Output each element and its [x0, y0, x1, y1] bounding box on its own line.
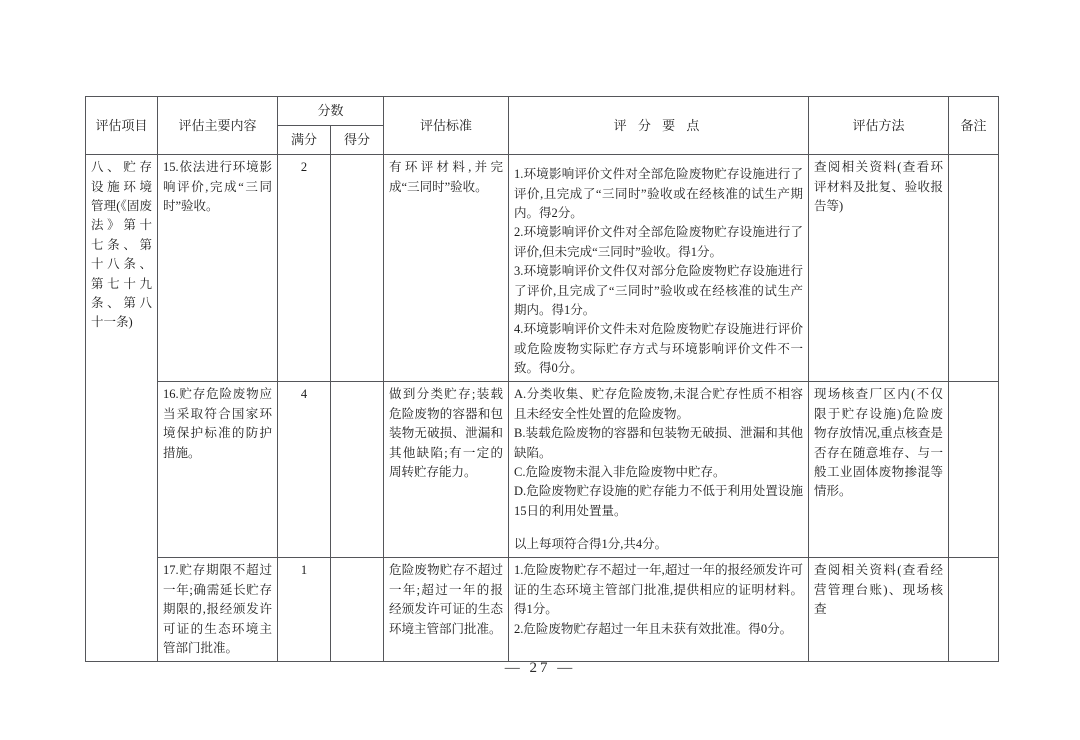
- scoring-point: 3.环境影响评价文件仅对部分危险废物贮存设施进行了评价,且完成了“三同时”验收或在经核准的试生产期内。得1分。: [514, 264, 804, 317]
- page-number: — 27 —: [504, 660, 576, 676]
- table-row: [86, 382, 999, 558]
- header-score-group: 分数: [278, 97, 384, 126]
- header-eval-content: 评估主要内容: [158, 97, 278, 155]
- scoring-points-cell-17: [509, 558, 809, 662]
- scoring-point: A.分类收集、贮存危险废物,未混合贮存性质不相容且未经安全性处置的危险废物。: [514, 387, 804, 421]
- scoring-point: D.危险废物贮存设施的贮存能力不低于利用处置设施15日的利用处置量。: [514, 484, 804, 518]
- header-eval-method: 评估方法: [809, 97, 949, 155]
- scoring-point: 1.危险废物贮存不超过一年,超过一年的报经颁发许可证的生态环境主管部门批准,提供相应的证明材料。得1分。: [514, 563, 804, 617]
- score-got-cell-15[interactable]: [331, 155, 384, 382]
- eval-method-cell-16: 现场核查厂区内(不仅限于贮存设施)危险废物存放情况,重点核查是否存在随意堆存、与一般工业固体废物掺混等情形。: [809, 382, 949, 558]
- eval-standard-cell-15: 有环评材料,并完成“三同时”验收。: [384, 155, 509, 382]
- eval-standard-cell-17: 危险废物贮存不超过一年;超过一年的报经颁发许可证的生态环境主管部门批准。: [384, 558, 509, 662]
- score-got-cell-16[interactable]: [331, 382, 384, 558]
- scoring-point: 2.环境影响评价文件对全部危险废物贮存设施进行了评价,但未完成“三同时”验收。得1分。: [514, 225, 804, 259]
- evaluation-table: [85, 96, 999, 662]
- eval-category-text: 八、贮存设施环境管理(《固废法》第十七条、第十八条、第七十九条、第八十一条): [91, 160, 152, 330]
- scoring-point: 4.环境影响评价文件未对危险废物贮存设施进行评价或危险废物实际贮存方式与环境影响评价文件不一致。得0分。: [514, 322, 804, 376]
- header-remark: 备注: [949, 97, 999, 155]
- eval-content-cell-17: 17.贮存期限不超过一年;确需延长贮存期限的,报经颁发许可证的生态环境主管部门批准。: [158, 558, 278, 662]
- header-eval-item: 评估项目: [86, 97, 158, 155]
- table-header-row-1: [86, 97, 999, 126]
- scoring-point: 2.危险废物贮存超过一年且未获有效批准。得0分。: [514, 621, 793, 636]
- eval-standard-cell-16: 做到分类贮存;装载危险废物的容器和包装物无破损、泄漏和其他缺陷;有一定的周转贮存能力。: [384, 382, 509, 558]
- table-row: [86, 558, 999, 662]
- header-score-full: 满分: [278, 126, 331, 155]
- score-full-cell-17: 1: [278, 558, 331, 662]
- eval-content-cell-15: 15.依法进行环境影响评价,完成“三同时”验收。: [158, 155, 278, 382]
- remark-cell-17[interactable]: [949, 558, 999, 662]
- scoring-points-cell-15: [509, 155, 809, 382]
- remark-cell-16[interactable]: [949, 382, 999, 558]
- score-full-cell-15: 2: [278, 155, 331, 382]
- header-eval-standard: 评估标准: [384, 97, 509, 155]
- evaluation-table-container: [85, 96, 987, 662]
- remark-cell-15[interactable]: [949, 155, 999, 382]
- header-score-got: 得分: [331, 126, 384, 155]
- table-body: [86, 155, 999, 662]
- table-header: [86, 97, 999, 155]
- eval-category-cell: [86, 155, 158, 662]
- header-scoring-points: 评 分 要 点: [509, 97, 809, 155]
- scoring-point: 1.环境影响评价文件对全部危险废物贮存设施进行了评价,且完成了“三同时”验收或在经核准的试生产期内。得2分。: [514, 167, 804, 221]
- score-full-cell-16: 4: [278, 382, 331, 558]
- eval-method-cell-17: 查阅相关资料(查看经营管理台账)、现场核查: [809, 558, 949, 662]
- scoring-point: C.危险废物未混入非危险废物中贮存。: [514, 464, 726, 479]
- scoring-points-cell-16: [509, 382, 809, 558]
- score-got-cell-17[interactable]: [331, 558, 384, 662]
- scoring-point: B.装载危险废物的容器和包装物无破损、泄漏和其他缺陷。: [514, 426, 804, 460]
- table-row: [86, 155, 999, 382]
- eval-content-cell-16: 16.贮存危险废物应当采取符合国家环境保护标准的防护措施。: [158, 382, 278, 558]
- scoring-point-summary: 以上每项符合得1分,共4分。: [514, 537, 668, 552]
- eval-method-cell-15: 查阅相关资料(查看环评材料及批复、验收报告等): [809, 155, 949, 382]
